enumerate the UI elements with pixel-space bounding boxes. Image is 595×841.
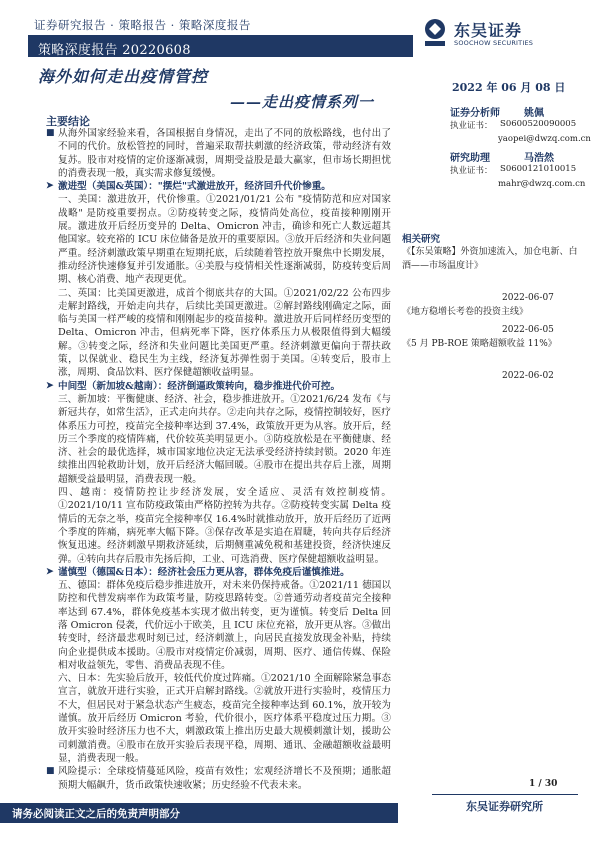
analyst-role: 证券分析师 [450,108,500,119]
cert-label: 执业证书： [450,121,493,131]
cert-number: S0600520090005 [500,119,577,129]
summary-subheading: ➤ 中间型（新加坡&越南）：经济倒逼政策转向，稳步推进代价可控。 [46,380,341,392]
related-report-link[interactable]: 《地方稳增长考卷的投资主线》 [402,307,529,317]
logo-english-name: SOOCHOW SECURITIES [454,39,534,47]
summary-body [46,127,391,792]
summary-paragraph: 三、新加坡：平衡健康、经济、社会，稳步推进放开。①2021/6/24 发布《与新冠共存，如常生活》，正式走向共存。②走向共存之际，疫情控制较好，医疗体系压力可控，疫苗完全接种率达到 37.4%，政策放开更为从容。放开后，经历三个季度的疫情阵痛，代价较英美明显更小。③防疫放松是在平衡健康、经济、社会的最优选择，城市国家地位决定无法承受经济持续封锁。2020 年连续推出四轮救助计划，放开后经济大幅回暖。④股市在提出共存后上涨，周期超额受益最明显，消费表现一般。 [58,393,391,485]
bullet-arrow-icon: ➤ [46,380,54,391]
related-report-date: 2022-06-05 [502,325,554,335]
summary-heading: 主要结论 [46,115,90,128]
summary-paragraph: 四、越南：疫情防控让步经济发展，安全适应、灵活有效控制疫情。①2021/10/11 宣布防疫政策由严格防控转为共存。②防疫转变实属 Delta 疫情后的无奈之举，疫苗完全接种率仅 16.4%时就推动放开，放开后经历了近两个季度的阵痛，病死率大幅下降。③保存改革是实追在眉睫，转向共存后经济恢复迅速。经济刺激早期救济延续，后期侧重减免税和基建投资，经济快速反弹。④转向共存后股市先扬后抑，工业、可选消费、医疗保健超额收益明显。 [58,487,391,565]
logo-name: 东吴证券 [454,21,523,40]
bullet-square-icon: ■ [46,128,55,138]
report-title: 海外如何走出疫情管控 [38,67,209,86]
analyst-email-link[interactable]: mahr@dwzq.com.cn [498,179,586,189]
footer-firm-name: 东吴证券研究所 [466,800,543,813]
cert-label: 执业证书： [450,166,493,176]
report-type-band [28,37,413,57]
bullet-arrow-icon: ➤ [46,566,54,577]
summary-paragraph: 六、日本：先实验后放开，较低代价度过阵痛。①2021/10 全面解除紧急事态宣言，就放开进行实验，正式开启解封路线。②就放开进行实验时，疫情压力不大，但居民对于紧急状态产生疲态，疫苗完全接种率达到 60.1%，放开较为谨慎。放开后经历 Omicron 考验，代价很小，医疗体系平稳度过压力期。③放开实验时经济压力也不大，刺激政策上推出历史最大规模刺激计划，援助公司刺激消费。④股市在放开实验后表现平稳，周期、通讯、金融超额收益最明显，消费表现一般。 [58,673,391,764]
summary-subheading: ➤ 激进型（美国&英国）："摆烂"式激进放开，经济回升代价惨重。 [46,181,331,193]
related-report-link[interactable]: 《【东吴策略】外资加速流入，加仓电新、白酒——市场温度计》 [402,247,578,271]
cert-number: S0600121010015 [500,164,577,174]
related-report-link[interactable]: 《5 月 PB-ROE 策略超额收益 11%》 [402,339,557,349]
related-report-date: 2022-06-07 [502,293,554,303]
analyst-panel [402,104,591,194]
logo-mark-icon [422,18,448,48]
report-date: 2022 年 06 月 08 日 [452,81,566,94]
related-research-heading: 相关研究 [402,234,441,245]
related-report-date: 2022-06-02 [502,371,554,381]
analyst-role: 研究助理 [450,153,490,164]
disclaimer-band [0,803,398,823]
summary-paragraph: 二、英国：比美国更激进，成首个彻底共存的大国。①2021/02/22 公布四步走解封路线，开始走向共存，后续比美国更激进。②解封路线刚确定之际，面临与美国一样严峻的疫情和刚刚起步的疫苗接种。激进放开后同样经历变型的 Delta、Omicron 冲击，但病死率下降，医疗体系压力从极限值得到大幅缓解。③转变之际，经济和失业问题比美国更严重。经济刺激更偏向于帮扶政策，以保就业、稳民生为主线，经济复苏弹性弱于美国。④转变后，股市上涨，周期、食品饮料、医疗保健超额收益明显。 [58,287,391,379]
analyst-email-link[interactable]: yaopei@dwzq.com.cn [498,134,591,144]
bullet-square-icon: ■ [46,766,55,777]
summary-subheading: ➤ 谨慎型（德国&日本）：经济社会压力更从容，群体免疫后谨慎推进。 [46,566,350,578]
footer-divider [432,794,578,795]
summary-paragraph: 一、美国：激进放开，代价惨重。①2021/01/21 公布 "疫情防范和应对国家战略" 是防疫重要拐点。②防疫转变之际，疫情尚处高位，疫苗接种刚刚开展。激进放开后经历变异的 Delta、Omicron 冲击，确诊和死亡人数远超其他国家。较充裕的 ICU 床位储备是放开的重要原因。③放开后经济和失业问题严重。经济刺激政策早期重在短期托底，后续随着管控放开聚焦中长期发展，推动经济快速修复并引发通胀。④美股与疫情相关性逐渐减弱，防疫转变后周期、核心消费、地产表现更优。 [58,194,391,286]
analyst-name: 马浩然 [524,153,554,164]
report-type-label: 策略深度报告 20220608 [38,43,191,58]
disclaimer-text: 请务必阅读正文之后的免责声明部分 [12,808,180,820]
bullet-arrow-icon: ➤ [46,181,54,192]
analyst-name: 姚佩 [524,108,544,119]
report-breadcrumb: 证券研究报告 · 策略报告 · 策略深度报告 [34,18,251,32]
report-subtitle: ——走出疫情系列一 [230,93,375,111]
summary-paragraph: ■ 从海外国家经验来看，各国根据自身情况，走出了不同的放松路线，也付出了不同的代价。放松管控的同时，普遍采取帮扶刺激的经济政策，带动经济有效复苏。股市对疫情的定价逐渐减弱，周期受益股是最大赢家，但市场长期担忧的消费表现一般，真实需求修复缓慢。 [46,128,391,179]
risk-warning: ■ 风险提示：全球疫情蔓延风险，疫苗有效性；宏观经济增长不及预期；通胀超预期大幅飙升，货币政策快速收紧；历史经验不代表未来。 [46,766,391,791]
summary-paragraph: 五、德国：群体免疫后稳步推进放开，对未来仍保持戒备。①2021/11 德国以防控和代替发病率作为政策考量，防疫思路转变。②普通劳动者疫苗完全接种率达到 67.4%，群体免疫基本实现才做出转变，更为谨慎。转变后 Delta 回落 Omicron 侵袭，代价远小于欧美，且 ICU 床位充裕，放开更从容。③做出转变时，经济最悲观时刻已过，经济刺激上，向居民直接发放现金补贴，持续向企业提供成本援助。④股市对疫情定价减弱，周期、医疗、通信传媒、保险相对收益领先，零售、消费品表现不佳。 [58,580,391,671]
page-number: 1 / 30 [529,779,558,789]
company-logo [422,18,572,50]
